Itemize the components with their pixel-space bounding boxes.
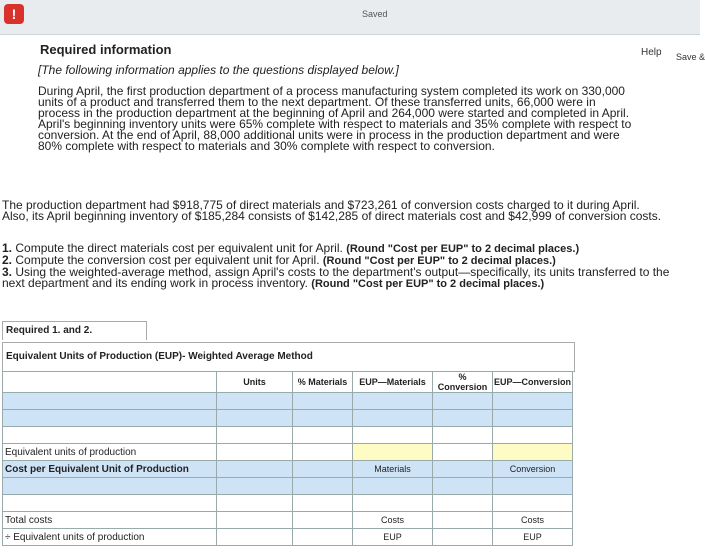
table-row xyxy=(3,393,573,410)
header-eup-materials: EUP—Materials xyxy=(353,372,433,393)
costs-materials-input[interactable]: Costs xyxy=(353,512,433,529)
input-cell[interactable] xyxy=(3,393,217,410)
header-pct-materials: % Materials xyxy=(293,372,353,393)
input-cell[interactable] xyxy=(493,495,573,512)
question-1: 1. Compute the direct materials cost per equivalent unit for April. (Round "Cost per EUP" to 2 decimal places.) xyxy=(2,241,580,255)
header-pct-conversion: % Conversion xyxy=(433,372,493,393)
saved-status: Saved xyxy=(362,9,388,19)
conversion-label: Conversion xyxy=(493,461,573,478)
equivalent-units-row xyxy=(3,444,573,461)
divide-eup-row xyxy=(3,529,573,546)
input-cell[interactable] xyxy=(353,495,433,512)
costs-paragraph: The production department had $918,775 of direct materials and $723,261 of conversion costs charged to it during April. Also, its April beginning inventory of $185,284 consists of $142,285 of direct materials cost and $42,999 of conversion costs. xyxy=(2,198,662,223)
input-cell[interactable] xyxy=(3,478,217,495)
input-cell[interactable] xyxy=(217,393,293,410)
input-cell[interactable] xyxy=(433,427,493,444)
input-cell[interactable] xyxy=(217,410,293,427)
help-button[interactable]: Help xyxy=(641,47,662,58)
alert-icon[interactable]: ! xyxy=(4,4,24,24)
header-blank xyxy=(3,372,217,393)
tab-required-1-2[interactable]: Required 1. and 2. xyxy=(2,321,147,340)
table-title: Equivalent Units of Production (EUP)- Weighted Average Method xyxy=(2,342,575,372)
input-cell[interactable] xyxy=(493,427,573,444)
equivalent-units-label: Equivalent units of production xyxy=(3,444,217,461)
input-cell[interactable] xyxy=(353,427,433,444)
required-title: Required information xyxy=(40,42,172,57)
input-cell[interactable] xyxy=(217,427,293,444)
materials-label: Materials xyxy=(353,461,433,478)
divide-eup-label: ÷ Equivalent units of production xyxy=(3,529,217,546)
table-header-row xyxy=(3,372,573,393)
table-row xyxy=(3,427,573,444)
table-row xyxy=(3,478,573,495)
input-cell[interactable] xyxy=(353,393,433,410)
input-cell[interactable] xyxy=(353,410,433,427)
header-eup-conversion: EUP—Conversion xyxy=(493,372,573,393)
eup-conversion-total[interactable] xyxy=(493,444,573,461)
eup-materials-total[interactable] xyxy=(353,444,433,461)
question-3: 3. Using the weighted-average method, assign April's costs to the department's output—specifically, its units transferred to the next department and its ending work in process inventory. (Round "Cost per EUP" to 2 decimal places.) xyxy=(2,265,670,290)
required-subtitle: [The following information applies to the questions displayed below.] xyxy=(38,63,399,77)
input-cell[interactable] xyxy=(3,495,217,512)
input-cell[interactable] xyxy=(433,393,493,410)
input-cell[interactable] xyxy=(353,478,433,495)
eup-materials-input[interactable]: EUP xyxy=(353,529,433,546)
eup-table xyxy=(2,371,573,546)
input-cell[interactable] xyxy=(493,478,573,495)
input-cell[interactable] xyxy=(433,410,493,427)
problem-paragraph: During April, the first production department of a process manufacturing system completed its work on 330,000 units of a product and transferred them to the next department. Of these transferred units, 66,000 were in process in the production department at the beginning of April and 264,000 were started and completed in April. April's beginning inventory units were 65% complete with respect to materials and 35% complete with respect to conversion. At the end of April, 88,000 additional units were in process in the production department and were 80% complete with respect to materials and 30% complete with respect to conversion. xyxy=(38,84,632,153)
input-cell[interactable] xyxy=(493,393,573,410)
question-2: 2. Compute the conversion cost per equivalent unit for April. (Round "Cost per EUP" to 2 decimal places.) xyxy=(2,253,556,267)
top-bar xyxy=(0,0,700,35)
eup-conversion-input[interactable]: EUP xyxy=(493,529,573,546)
input-cell[interactable] xyxy=(3,410,217,427)
input-cell[interactable] xyxy=(293,393,353,410)
costs-conversion-input[interactable]: Costs xyxy=(493,512,573,529)
input-cell[interactable] xyxy=(3,427,217,444)
input-cell[interactable] xyxy=(493,410,573,427)
input-cell[interactable] xyxy=(293,427,353,444)
header-units: Units xyxy=(217,372,293,393)
input-cell[interactable] xyxy=(293,410,353,427)
table-row xyxy=(3,410,573,427)
save-exit-button[interactable]: Save & xyxy=(676,52,705,62)
total-costs-label: Total costs xyxy=(3,512,217,529)
cost-per-eup-header-row xyxy=(3,461,573,478)
cost-per-eup-label: Cost per Equivalent Unit of Production xyxy=(3,461,217,478)
table-row xyxy=(3,495,573,512)
total-costs-row xyxy=(3,512,573,529)
